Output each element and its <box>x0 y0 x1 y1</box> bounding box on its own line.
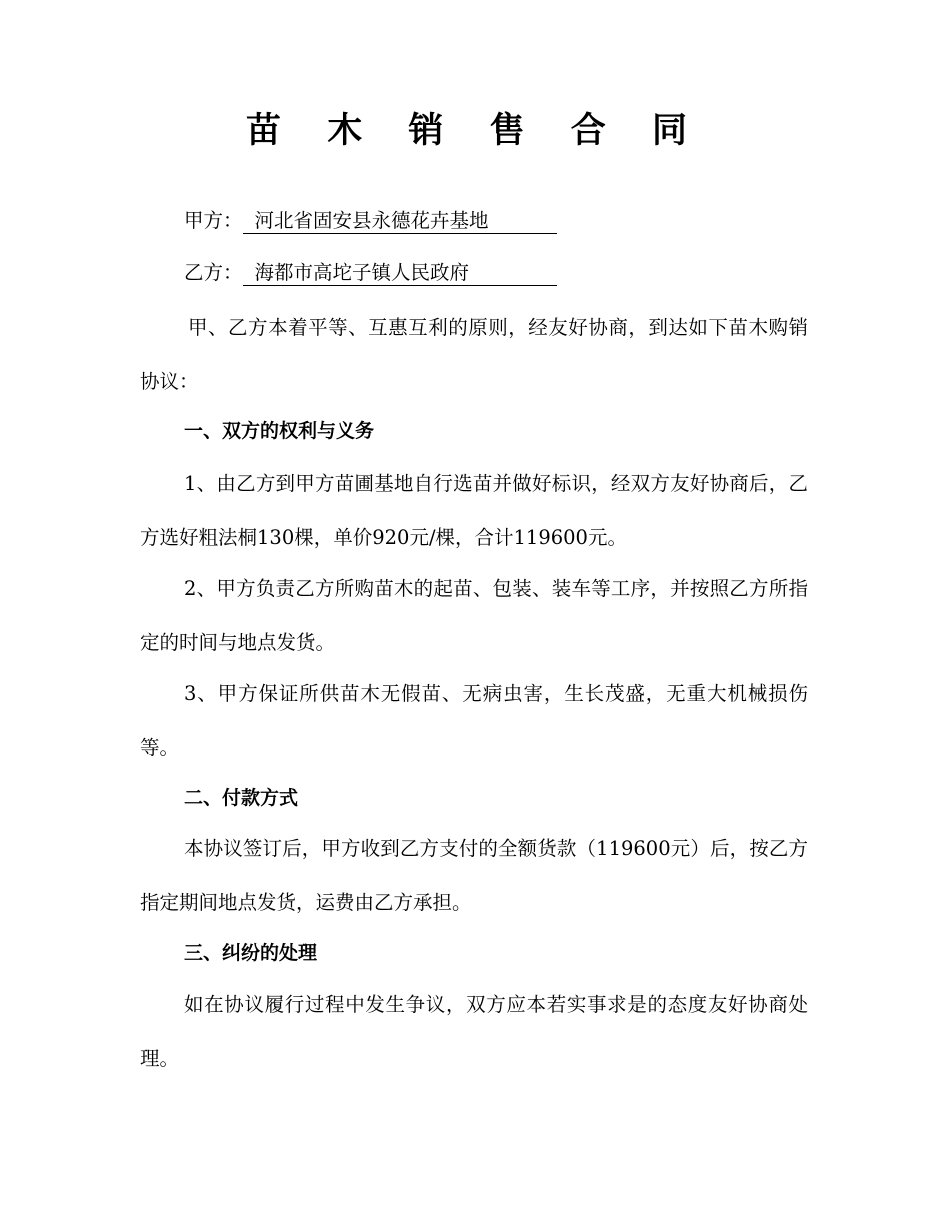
section-2-paragraph: 本协议签订后，甲方收到乙方支付的全额货款（119600元）后，按乙方指定期间地点发货，运费由乙方承担。 <box>140 837 808 914</box>
section-3-heading: 三、纠纷的处理 <box>184 942 318 964</box>
party-b-line <box>140 258 852 288</box>
intro-paragraph: 甲、乙方本着平等、互惠互利的原则，经友好协商，到达如下苗木购销协议： <box>140 316 808 393</box>
section-3-paragraph: 如在协议履行过程中发生争议，双方应本若实事求是的态度友好协商处理。 <box>140 993 808 1070</box>
contract-title: 苗 木 销 售 合 同 <box>246 111 704 151</box>
section-1-item-2: 2、甲方负责乙方所购苗木的起苗、包装、装车等工序，并按照乙方所指定的时间与地点发货。 <box>140 577 808 654</box>
party-b-label: 乙方： <box>184 261 243 284</box>
section-1-heading: 一、双方的权利与义务 <box>184 420 375 442</box>
party-a-value: 河北省固安县永德花卉基地 <box>243 209 557 234</box>
section-2-heading: 二、付款方式 <box>184 787 299 809</box>
section-1-item-1: 1、由乙方到甲方苗圃基地自行选苗并做好标识，经双方友好协商后，乙方选好粗法桐130棵，单价920元/棵，合计119600元。 <box>140 472 808 549</box>
party-a-line <box>140 206 852 236</box>
party-b-value: 海都市高坨子镇人民政府 <box>243 261 557 286</box>
section-1-item-3: 3、甲方保证所供苗木无假苗、无病虫害，生长茂盛，无重大机械损伤等。 <box>140 682 808 759</box>
party-a-label: 甲方： <box>184 209 243 232</box>
